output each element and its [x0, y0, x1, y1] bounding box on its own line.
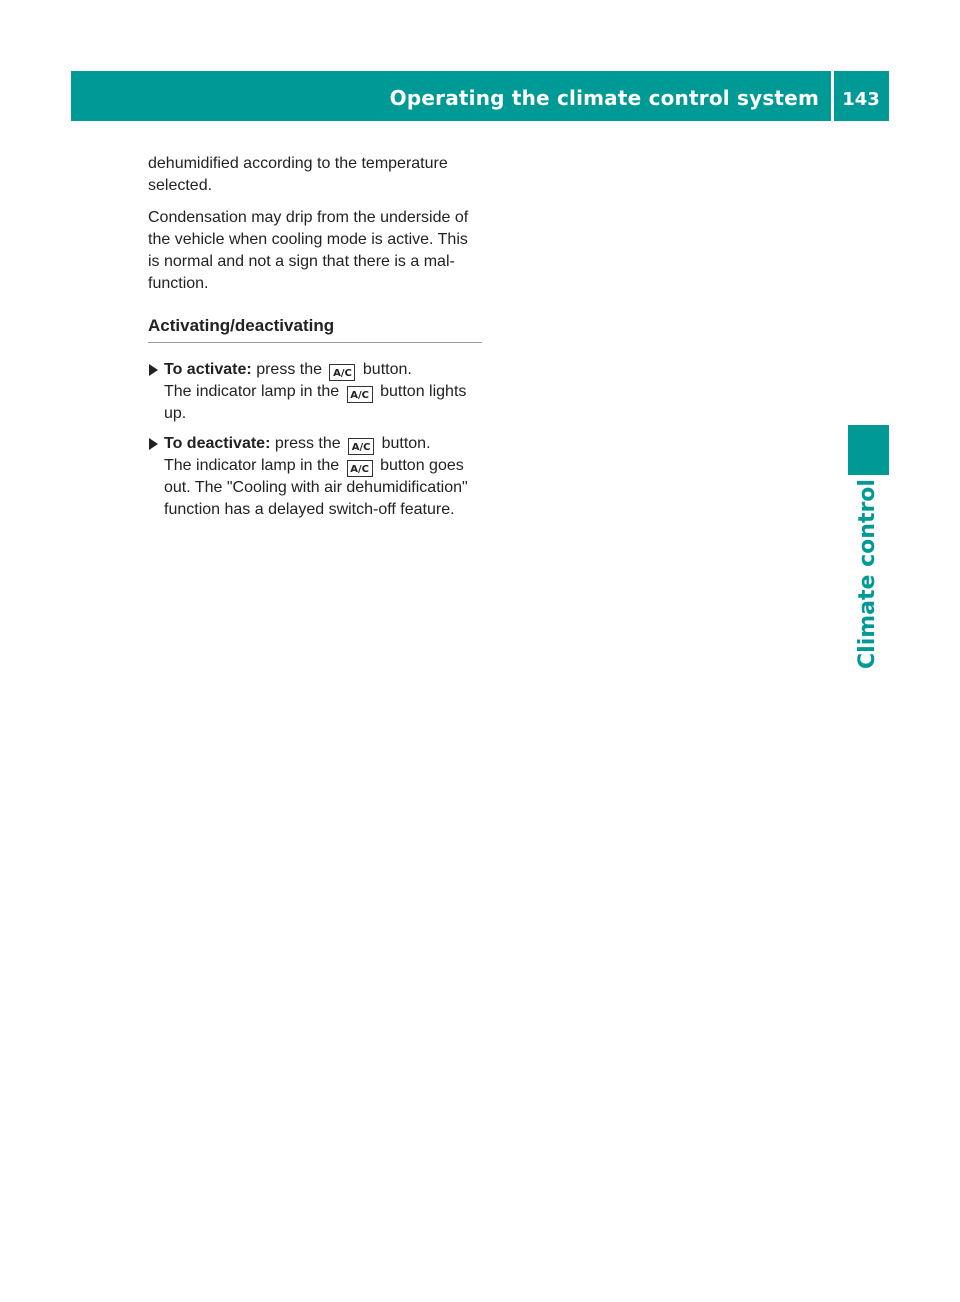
- chapter-tab-marker: [848, 425, 889, 475]
- step-text: press the: [274, 435, 341, 452]
- step-result: button goes out. The "Cooling with air dehumidification" function has a delayed switch-off feature.: [164, 457, 468, 518]
- header-divider: [831, 71, 834, 121]
- instruction-steps: [148, 359, 482, 521]
- step-deactivate: [148, 433, 482, 521]
- header-bar: [71, 71, 889, 121]
- step-text: button.: [362, 361, 412, 378]
- step-result: The indicator lamp in the: [164, 457, 340, 474]
- ac-button-icon: A/C: [347, 460, 373, 477]
- step-text: press the: [256, 361, 322, 378]
- ac-button-icon: A/C: [348, 438, 374, 455]
- step-arrow-icon: [149, 438, 158, 450]
- paragraph-dehumidified: dehumidified according to the temperature selected.: [148, 155, 448, 194]
- step-result: button lights up.: [164, 383, 467, 422]
- step-activate: [148, 359, 482, 425]
- ac-button-icon: A/C: [347, 386, 373, 403]
- section-title: Operating the climate control system: [389, 86, 819, 110]
- ac-button-icon: A/C: [329, 364, 355, 381]
- step-result: The indicator lamp in the: [164, 383, 340, 400]
- step-arrow-icon: [149, 364, 158, 376]
- chapter-label-text: Climate control: [855, 478, 880, 669]
- section-heading: Activating/deactivating: [148, 315, 482, 343]
- step-label: To deactivate:: [164, 435, 271, 452]
- step-label: To activate:: [164, 361, 252, 378]
- main-content: [148, 153, 482, 529]
- paragraph-condensation: Condensation may drip from the underside of the vehicle when cooling mode is active. This is normal and not a sign that there is a malfunction.: [148, 209, 469, 292]
- step-text: button.: [381, 435, 431, 452]
- page-number: 143: [842, 89, 880, 110]
- chapter-label: [847, 478, 889, 669]
